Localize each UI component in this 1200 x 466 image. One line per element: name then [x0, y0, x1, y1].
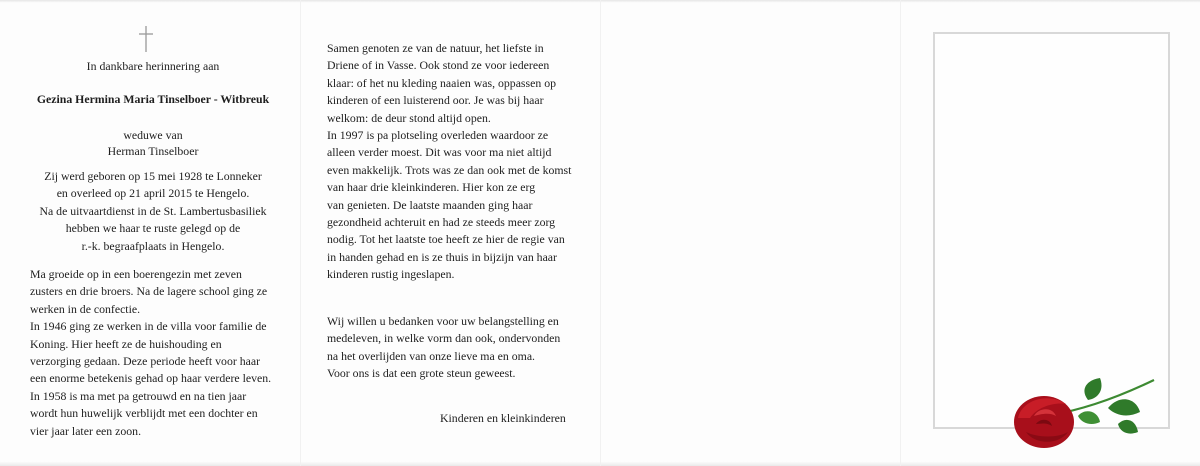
- thanks-text: [327, 313, 577, 383]
- story-line: werken in de confectie.: [30, 301, 141, 316]
- story-line: Koning. Hier heeft ze de huishouding en: [30, 336, 222, 351]
- story-line: van genieten. De laatste maanden ging haar: [327, 197, 533, 212]
- life-story-part-2: [327, 40, 577, 284]
- fold-line-middle: [600, 0, 601, 466]
- story-line: een enorme betekenis gehad op haar verdere leven.: [30, 371, 272, 386]
- story-line: verzorging gedaan. Deze periode heeft voor haar: [30, 354, 261, 369]
- signature: Kinderen en kleinkinderen: [440, 411, 566, 425]
- story-line: gezondheid achteruit en had ze steeds meer zorg: [327, 215, 556, 230]
- life-details: [30, 168, 276, 255]
- photo-frame: [933, 32, 1170, 429]
- story-line: nodig. Tot het laatste toe heeft ze hier de regie van: [327, 232, 565, 247]
- husband-name: Herman Tinselboer: [107, 144, 199, 158]
- story-line: Ma groeide op in een boerengezin met zeven: [30, 267, 242, 281]
- story-line: In 1997 is pa plotseling overleden waardoor ze: [327, 128, 549, 143]
- story-line: kinderen rustig ingeslapen.: [327, 267, 455, 282]
- details-line: Na de uitvaartdienst in de St. Lambertusbasiliek: [39, 203, 267, 218]
- story-line: alleen verder moest. Dit was voor ma niet altijd: [327, 145, 552, 160]
- details-line: en overleed op 21 april 2015 te Hengelo.: [56, 186, 250, 201]
- story-line: kinderen of een luisterend oor. Je was bij haar: [327, 93, 544, 108]
- details-line: Zij werd geboren op 15 mei 1928 te Lonneker: [44, 169, 262, 183]
- story-line: welkom: de deur stond altijd open.: [327, 110, 491, 125]
- story-line: klaar: of het nu kleding naaien was, oppassen op: [327, 75, 556, 90]
- thanks-line: Wij willen u bedanken voor uw belangstelling en: [327, 314, 559, 328]
- story-line: In 1958 is ma met pa getrouwd en na tien jaar: [30, 388, 247, 403]
- story-line: even makkelijk. Trots was ze dan ook met de komst: [327, 162, 572, 177]
- story-line: van haar drie kleinkinderen. Hier kon ze erg: [327, 180, 536, 195]
- story-line: wordt hun huwelijk verblijdt met een dochter en: [30, 406, 258, 421]
- intro-text: In dankbare herinnering aan: [86, 59, 220, 73]
- story-line: vier jaar later een zoon.: [30, 423, 142, 438]
- thanks-line: medeleven, in welke vorm dan ook, ondervonden: [327, 331, 561, 346]
- fold-line-right: [900, 0, 901, 466]
- story-line: in handen gehad en is ze thuis in bijzijn van haar: [327, 249, 557, 264]
- story-line: Samen genoten ze van de natuur, het liefste in: [327, 41, 544, 55]
- cross-icon: [137, 26, 155, 52]
- thanks-line: Voor ons is dat een grote steun geweest.: [327, 366, 516, 381]
- fold-line-left: [300, 0, 301, 466]
- story-line: In 1946 ging ze werken in de villa voor familie de: [30, 319, 267, 334]
- deceased-name: Gezina Hermina Maria Tinselboer - Witbreuk: [36, 92, 270, 106]
- details-line: hebben we haar te ruste gelegd op de: [65, 221, 241, 236]
- life-story-part-1: [30, 266, 280, 440]
- story-line: Driene of in Vasse. Ook stond ze voor iedereen: [327, 58, 550, 73]
- thanks-line: na het overlijden van onze lieve ma en oma.: [327, 348, 536, 363]
- widow-of-label: weduwe van: [123, 128, 183, 142]
- story-line: zusters en drie broers. Na de lagere school ging ze: [30, 284, 268, 299]
- rose-icon: [1008, 372, 1164, 454]
- details-line: r.-k. begraafplaats in Hengelo.: [81, 238, 225, 253]
